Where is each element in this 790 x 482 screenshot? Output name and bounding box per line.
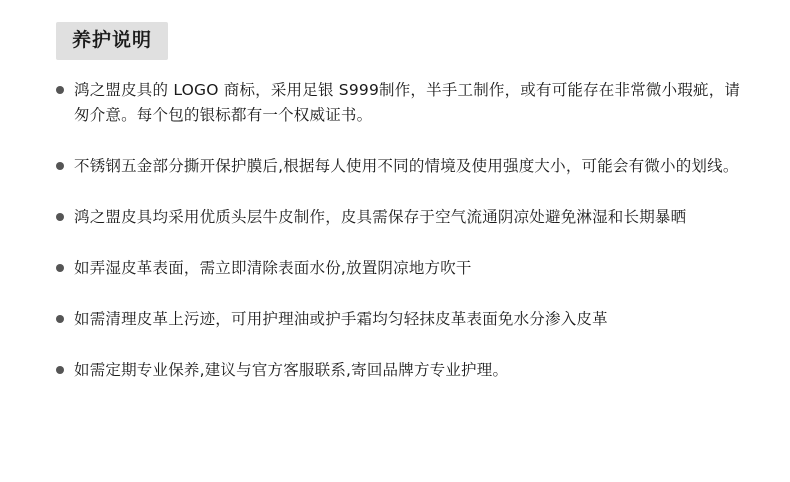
bullet-icon: [56, 162, 64, 170]
list-item-text: 不锈钢五金部分撕开保护膜后,根据每人使用不同的情境及使用强度大小，可能会有微小的划线。: [74, 157, 739, 176]
bullet-icon: [56, 264, 64, 272]
bullet-icon: [56, 315, 64, 323]
page-title: 养护说明: [72, 29, 153, 51]
list-item-text: 鸿之盟皮具均采用优质头层牛皮制作，皮具需保存于空气流通阴凉处避免淋湿和长期暴晒: [74, 208, 687, 227]
list-item-text: 如需定期专业保养,建议与官方客服联系,寄回品牌方专业护理。: [74, 361, 509, 380]
bullet-icon: [56, 366, 64, 374]
list-item: [56, 358, 746, 383]
section-title-badge: [56, 22, 168, 60]
section-title-wrapper: [56, 22, 168, 60]
list-item: [56, 78, 746, 128]
bullet-icon: [56, 213, 64, 221]
list-item-text: 如弄湿皮革表面，需立即清除表面水份,放置阴凉地方吹干: [74, 259, 472, 278]
list-item: [56, 307, 746, 332]
list-item: [56, 256, 746, 281]
bullet-icon: [56, 86, 64, 94]
list-item: [56, 154, 746, 179]
list-item-text: 鸿之盟皮具的 LOGO 商标，采用足银 S999制作，半手工制作，或有可能存在非常微小瑕疵，请匆介意。每个包的银标都有一个权威证书。: [74, 81, 741, 125]
list-item-text: 如需清理皮革上污迹，可用护理油或护手霜均匀轻抹皮革表面免水分渗入皮革: [74, 310, 608, 329]
care-instructions-list: [56, 78, 746, 409]
list-item: [56, 205, 746, 230]
